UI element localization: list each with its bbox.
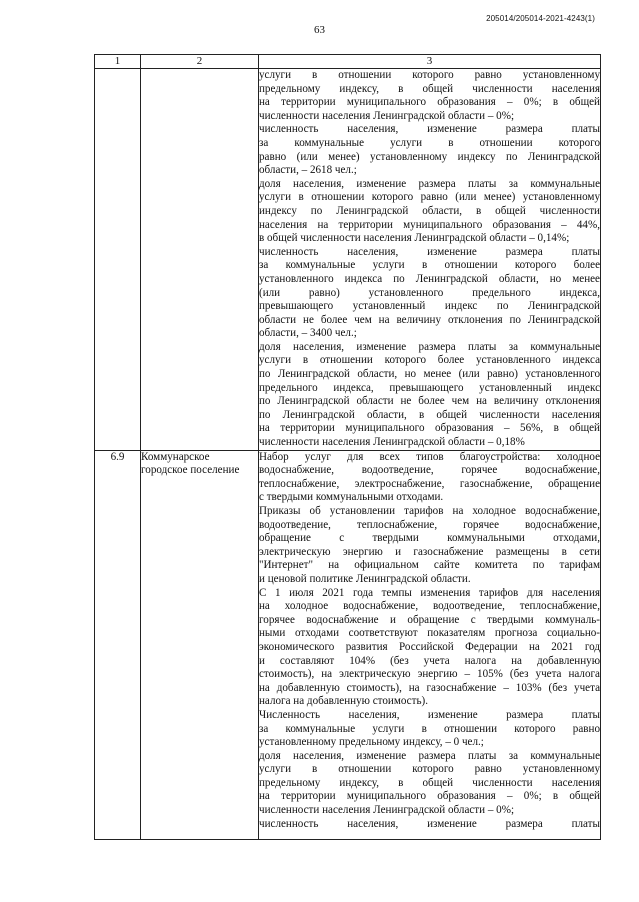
row-number-cell: 6.9 bbox=[95, 450, 141, 839]
text-line: численности населения Ленинградской области – 0%; bbox=[259, 109, 515, 122]
text-line: на территории муниципального образования – 0%; в общей bbox=[259, 96, 600, 109]
column-header-2: 2 bbox=[141, 55, 259, 69]
row-number-cell bbox=[95, 69, 141, 451]
text-line: на территории муниципального образования – 56%, в общей bbox=[259, 422, 600, 435]
text-line: численность населения, изменение размера платы bbox=[259, 123, 600, 136]
text-line: по Ленинградской области, в общей численности населения bbox=[259, 408, 600, 421]
text-line: предельному индексу, в общей численности населения bbox=[259, 82, 600, 95]
row-content-cell bbox=[259, 69, 601, 451]
text-line: в общей численности населения Ленинградской области – 0,14%; bbox=[259, 232, 570, 245]
text-line: доля населения, изменение размера платы за коммунальные bbox=[259, 749, 600, 762]
row-name-cell bbox=[141, 69, 259, 451]
text-line: услуги в отношении которого более установленного индекса bbox=[259, 354, 600, 367]
text-line: водоснабжение, водоотведение, горячее водоснабжение, bbox=[259, 464, 600, 477]
text-line: области, – 2618 чел.; bbox=[259, 164, 357, 177]
text-line: водоотведение, теплоснабжение, горячее водоснабжение, bbox=[259, 518, 600, 531]
text-line: "Интернет" на официальном сайте комитета по тарифам bbox=[259, 559, 600, 572]
text-line: и составляют 104% (без учета налога на добавленную bbox=[259, 654, 600, 667]
text-line: стоимость), на электрическую энергию – 105% (без учета налога bbox=[259, 668, 600, 681]
text-line: численность населения, изменение размера платы bbox=[259, 817, 600, 830]
text-line: предельному индексу, в общей численности населения bbox=[259, 776, 600, 789]
text-line: установленному предельному индексу, – 0 чел.; bbox=[259, 736, 484, 749]
text-line: за коммунальные услуги в отношении которого более bbox=[259, 259, 600, 272]
text-line: электрическую энергию и газоснабжение размещены в сети bbox=[259, 545, 600, 558]
text-line: за коммунальные услуги в отношении которого bbox=[259, 136, 600, 149]
text-line: по Ленинградской области не более чем на величину отклонения bbox=[259, 395, 600, 408]
text-line: теплоснабжение, электроснабжение, газоснабжение, обращение bbox=[259, 477, 600, 490]
text-line: области, – 3400 чел.; bbox=[259, 327, 357, 340]
text-line: численности населения Ленинградской области – 0%; bbox=[259, 804, 515, 817]
column-header-1: 1 bbox=[95, 55, 141, 69]
text-line: на добавленную стоимость), на газоснабжение – 103% (без учета bbox=[259, 681, 600, 694]
text-line: Приказы об установлении тарифов на холодное водоснабжение, bbox=[259, 505, 600, 517]
text-line: по Ленинградской области, но менее (или равно) установленного bbox=[259, 368, 600, 381]
text-line: С 1 июля 2021 года темпы изменения тарифов для населения bbox=[259, 586, 600, 599]
text-line: горячее водоснабжение и обращение с твердыми коммуналь- bbox=[259, 613, 600, 626]
text-line: численности населения Ленинградской области – 0,18% bbox=[259, 436, 525, 449]
text-line: Численность населения, изменение размера платы bbox=[259, 708, 600, 721]
text-line: превышающего установленный индекс по Ленинградской bbox=[259, 300, 600, 313]
document-table bbox=[94, 54, 601, 840]
page-number: 63 bbox=[314, 24, 325, 36]
text-line: области не более чем на величину отклонения по Ленинградской bbox=[259, 313, 600, 326]
text-line: услуги в отношении которого равно установленному bbox=[259, 69, 600, 81]
text-line: на холодное водоснабжение, водоотведение, теплоснабжение, bbox=[259, 600, 600, 613]
text-line: населения на территории муниципального образования – 44%, bbox=[259, 218, 600, 231]
text-line: доля населения, изменение размера платы за коммунальные bbox=[259, 177, 600, 190]
row-name-line: Коммунарское bbox=[141, 450, 210, 463]
text-line: равно (или менее) установленному индексу по Ленинградской bbox=[259, 150, 600, 163]
table-header-row bbox=[95, 55, 601, 69]
text-line: и ценовой политике Ленинградской области. bbox=[259, 572, 471, 585]
column-header-3: 3 bbox=[259, 55, 601, 69]
table-row bbox=[95, 450, 601, 839]
text-line: услуги в отношении которого равно (или менее) установленному bbox=[259, 191, 600, 204]
row-name-line: городское поселение bbox=[141, 464, 240, 477]
table-row bbox=[95, 69, 601, 451]
document-id: 205014/205014-2021-4243(1) bbox=[486, 14, 595, 23]
text-line: Набор услуг для всех типов благоустройства: холодное bbox=[259, 450, 600, 463]
text-line: экономического развития Российской Федерации на 2021 год bbox=[259, 640, 600, 653]
text-line: на территории муниципального образования – 0%; в общей bbox=[259, 790, 600, 803]
text-line: (или равно) установленного предельного индекса, bbox=[259, 286, 600, 299]
text-line: с твердыми коммунальными отходами. bbox=[259, 491, 444, 504]
text-line: индексу по Ленинградской области, в общей численности bbox=[259, 204, 600, 217]
row-name-cell bbox=[141, 450, 259, 839]
row-content-cell bbox=[259, 450, 601, 839]
text-line: предельного индекса, превышающего установленный индекс bbox=[259, 381, 600, 394]
text-line: за коммунальные услуги в отношении которого равно bbox=[259, 722, 600, 735]
text-line: установленного индекса по Ленинградской области, но менее bbox=[259, 272, 600, 285]
text-line: обращение с твердыми коммунальными отходами, bbox=[259, 532, 600, 545]
text-line: доля населения, изменение размера платы за коммунальные bbox=[259, 340, 600, 353]
text-line: услуги в отношении которого равно установленному bbox=[259, 763, 600, 776]
text-line: налога на добавленную стоимость). bbox=[259, 695, 428, 708]
text-line: численность населения, изменение размера платы bbox=[259, 245, 600, 258]
text-line: ными отходами соответствуют показателям прогноза социально- bbox=[259, 627, 600, 640]
